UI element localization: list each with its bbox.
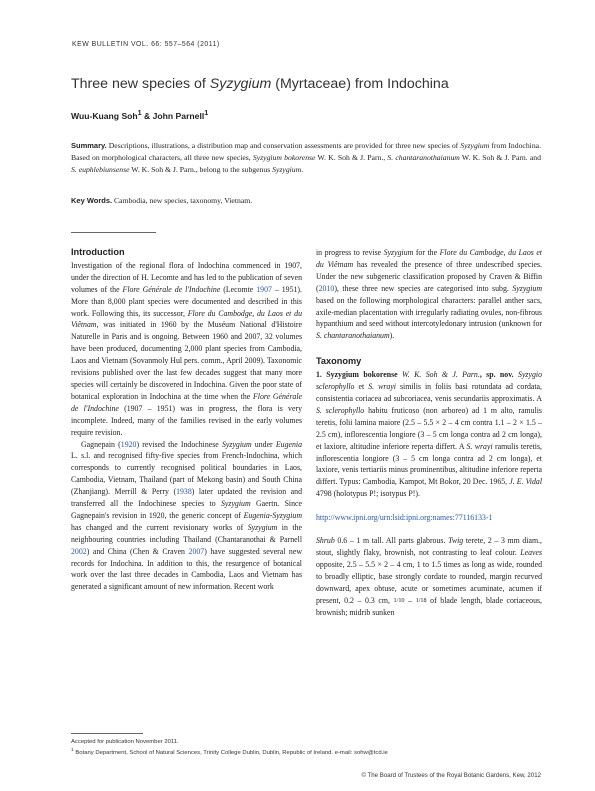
body-text: 0.6 – 1 m tall. All parts glabrous. bbox=[334, 536, 449, 546]
author-list bbox=[71, 109, 208, 121]
italic-text: Syzygium bbox=[221, 439, 252, 449]
right-column bbox=[316, 247, 542, 619]
introduction-heading: Introduction bbox=[71, 247, 125, 257]
summary-text: W. K. Soh & J. Parn., bbox=[315, 152, 388, 162]
taxonomy-heading: Taxonomy bbox=[316, 356, 362, 367]
italic-text: Flore du Cambodge, du Laos et du Viêtnam bbox=[316, 248, 542, 269]
citation-link[interactable]: 2002 bbox=[71, 546, 87, 556]
italic-text: Eugenia bbox=[275, 439, 302, 449]
body-text: (1907 – 1951) was in progress, the flora is very incomplete. Indeed, many of the families revised in the early volumes require revision. bbox=[71, 403, 302, 437]
body-text: ) and China (Chen & Craven bbox=[86, 546, 189, 556]
acceptance-note: Accepted for publication November 2011. bbox=[71, 739, 179, 745]
body-text: ) have suggested several new records for Indochina. In addition to this, the resurgence of botanical work over the last three decades in Cambodia, Laos and Vietnam has generated a significant amount of new information. Recent work bbox=[71, 546, 302, 592]
body-text: 4798 (holotypus P!; isotypus P!). bbox=[316, 489, 420, 499]
citation-link[interactable]: 1920 bbox=[120, 439, 137, 449]
body-text: Investigation of the regional flora of Indochina commenced in 1907, under the direction of H. Lecomte and has led to the publication of seven volumes of the bbox=[71, 260, 302, 294]
citation-link[interactable]: 2007 bbox=[188, 546, 205, 556]
species-name: Syzygium bokorense bbox=[326, 370, 398, 380]
body-text: has revealed the presence of three undescribed species. Under the new subgeneric classification proposed by Craven & Biffin ( bbox=[316, 259, 542, 293]
body-text: Gagnepain ( bbox=[81, 439, 121, 449]
body-text: et bbox=[354, 382, 369, 392]
body-text: – bbox=[404, 595, 416, 605]
summary-text: Descriptions, illustrations, a distribution map and conservation assessments are provided for three new species of bbox=[106, 141, 461, 150]
body-text: for the bbox=[413, 248, 440, 257]
species-description bbox=[316, 535, 542, 619]
affiliation-text: Botany Department, School of Natural Sciences, Trinity College Dublin, Dublin, Republic of Ireland. e-mail: sohw@tcd.ie bbox=[73, 749, 388, 756]
body-text: ). bbox=[389, 331, 395, 341]
body-text: based on the following morphological characters: parallel anther sacs, axile-median placentation with irregularly radiating ovules, non-fibrous hypanthium and seed without intercotyledonary intrusion (unknown for bbox=[316, 295, 542, 329]
italic-text: Twig bbox=[448, 536, 464, 546]
article-title bbox=[71, 76, 449, 92]
author-name: Wuu-Kuang Soh bbox=[71, 110, 138, 121]
italic-text: Shrub bbox=[316, 536, 335, 546]
body-text: Gaertn. Since Gagnepain's revision in 1920, the generic concept of bbox=[71, 499, 303, 520]
italic-text: Syzygio sclerophyllo bbox=[316, 370, 542, 392]
body-text: ), these three new species are categorised into subg. bbox=[334, 283, 513, 293]
summary-paragraph bbox=[71, 140, 541, 176]
keywords-label: Key Words. bbox=[71, 196, 113, 205]
body-text: has changed and the current revisionary works of bbox=[71, 522, 248, 532]
taxon-name: Syzygium bbox=[460, 141, 490, 150]
intro-paragraph-1 bbox=[71, 260, 302, 439]
summary-text: from Indochina. Based on morphological characters, all three new species, bbox=[71, 141, 541, 162]
left-column bbox=[71, 247, 302, 593]
summary-text: W. K. Soh & J. Parn., belong to the subgenus bbox=[129, 164, 273, 174]
italic-text: Syzygium bbox=[512, 283, 542, 293]
italic-text: Syzygium bbox=[383, 248, 414, 257]
body-text: habitu fruticoso (non arboreo) ad 1 m alto, ramulis teretis, folii lamina maiore (2.5 – 5.5 × 2 – 4 cm contra 1.1 – 2 × 1.5 – 2.5 cm), inflorescentia longiore (3 – 5 cm longa contra ad 2 cm longa), et laxiore, altitudine inferiore reperta differt. A bbox=[316, 405, 542, 451]
fraction: 1/10 bbox=[393, 596, 405, 604]
affiliation-marker[interactable]: 1 bbox=[204, 109, 209, 117]
italic-text: J. E. Vidal bbox=[509, 477, 542, 487]
body-text: (Lecomte bbox=[220, 284, 257, 294]
italic-text: Eugenia-Syzygium bbox=[243, 510, 302, 520]
italic-text: Syzygium bbox=[221, 499, 251, 509]
citation-link[interactable]: 2010 bbox=[318, 283, 335, 293]
ipni-url-line bbox=[316, 512, 542, 524]
body-text: opposite, 2.5 – 5.5 × 2 – 4 cm, 1 to 1.5 times as long as wide, rounded to broadly elliptic, base strongly cordate to rounded, margin recurved downward, apex obtuse, acute or sometimes acuminate, acumen if present, 0.2 – 0.3 cm, bbox=[316, 559, 542, 605]
section-divider bbox=[71, 232, 156, 233]
ipni-link[interactable]: http://www.ipni.org/urn:lsid:ipni.org:names:77116133-1 bbox=[316, 513, 493, 523]
journal-header: KEW BULLETIN VOL. 66: 557–564 (2011) bbox=[72, 41, 220, 48]
italic-text: S. wrayi bbox=[466, 441, 493, 451]
title-text: Three new species of bbox=[71, 76, 210, 92]
body-text: L. s.l. and recognised fifty-five species from French-Indochina, which corresponds to currently recognised political boundaries in Laos, Cambodia, Vietnam, Thailand (part of Mekong basin) and South China (Zhanjiang). Merrill & Perry ( bbox=[71, 451, 302, 497]
taxon-name: S. euphlebiunsense bbox=[71, 164, 130, 174]
fraction: 1/18 bbox=[415, 596, 427, 604]
species-authority: W. K. Soh & J. Parn. bbox=[397, 370, 480, 380]
italic-text: S. chantaranothaianum bbox=[316, 331, 390, 341]
species-number: 1. bbox=[316, 370, 327, 380]
affiliation-marker[interactable]: 1 bbox=[137, 109, 142, 117]
summary-label: Summary. bbox=[71, 141, 107, 150]
citation-link[interactable]: 1907 bbox=[256, 284, 272, 294]
taxon-name: S. chantaranothaianum bbox=[387, 152, 460, 162]
taxon-name: Syzygium bbox=[272, 164, 302, 174]
title-text: (Myrtaceae) from Indochina bbox=[271, 76, 449, 92]
title-genus: Syzygium bbox=[209, 76, 272, 92]
summary-text: . bbox=[301, 164, 304, 174]
italic-text: Syzygium bbox=[247, 522, 278, 532]
body-text: – 1951). More than 8,000 plant species were documented and described in this work. Following this, its successor, bbox=[71, 284, 302, 318]
italic-text: S. sclerophyllo bbox=[316, 405, 365, 415]
summary-text: W. K. Soh & J. Parn. and bbox=[459, 152, 541, 162]
affiliation-footnote bbox=[71, 747, 541, 757]
body-text: ) revised the Indochinese bbox=[136, 439, 222, 449]
body-text: in progress to revise bbox=[316, 248, 384, 257]
intro-paragraph-2 bbox=[71, 439, 302, 594]
body-text: ) later updated the revision and transferred all the Indochinese species to bbox=[71, 487, 302, 509]
species-diagnosis bbox=[316, 369, 542, 500]
italic-text: Flore Générale de l'Indochine bbox=[71, 391, 303, 413]
copyright-notice: © The Board of Trustees of the Royal Botanic Gardens, Kew, 2012 bbox=[361, 772, 541, 779]
italic-text: S. wrayi bbox=[368, 382, 396, 392]
body-text: terete, 2 – 3 mm diam., stout, slightly flaky, brownish, not contrasting to leaf colour. bbox=[316, 536, 542, 557]
intro-paragraph-3 bbox=[316, 247, 542, 342]
author-name: John Parnell bbox=[152, 110, 205, 121]
italic-text: Flore Générale de l'Indochine bbox=[122, 284, 221, 294]
keywords-line bbox=[71, 195, 541, 207]
citation-link[interactable]: 1938 bbox=[176, 487, 192, 497]
species-novelty: , sp. nov. bbox=[479, 370, 514, 380]
keywords-text: Cambodia, new species, taxonomy, Vietnam. bbox=[112, 196, 253, 205]
body-text: under bbox=[251, 439, 276, 449]
footnote-marker: 1 bbox=[71, 748, 74, 753]
footnote-divider bbox=[71, 733, 143, 734]
body-text: similis in foliis basi rotundata ad cordata, consistentia coriacea ad subcoriacea, venis secundariis approximatis. A bbox=[316, 382, 542, 403]
italic-text: Flore du Cambodge, du Laos et du Viêtnam bbox=[71, 308, 302, 330]
italic-text: Leaves bbox=[520, 547, 542, 557]
body-text: ramulis teretis, inflorescentia longiore (3 – 5 cm longa contra ad 2 cm longa), et laxiore, venis tertiariis minus prominentibus, altitudine inferiore reperta differt. Typus: Cambodia, Kampot, Mt Bokor, 20 Dec. 1965, bbox=[316, 441, 542, 487]
body-text: in the neighbouring countries including Thailand (Chantaranothai & Parnell bbox=[71, 522, 302, 544]
taxon-name: Syzygium bokorense bbox=[252, 152, 316, 162]
body-text: , was initiated in 1960 by the Muséum National d'Histoire Naturelle in Paris and is ongoing. Between 1960 and 2007, 32 volumes have been produced, documenting 2,000 plant species from Cambodia, Laos and Vietnam (Sovanmoly Hul pers. comm., April 2009). Taxonomic revisions published over the last few decades suggest that many more species will certainly be discovered in Indochina. Given the poor state of botanical exploration in Indochina at the time when the bbox=[71, 320, 302, 401]
author-separator: & bbox=[141, 110, 153, 121]
body-text: of blade length, blade coriaceous, brownish; midrib sunken bbox=[316, 595, 543, 617]
